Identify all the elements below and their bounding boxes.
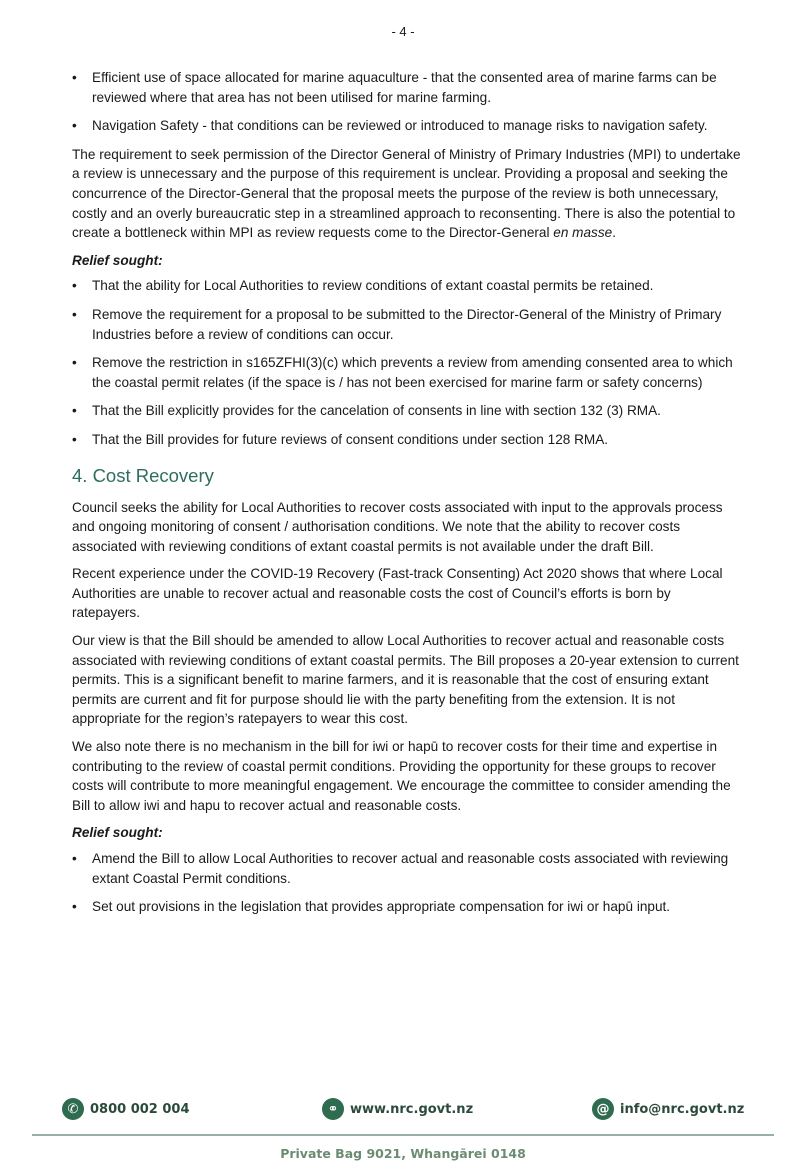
phone-icon: ✆ [62, 1098, 84, 1120]
paragraph-mpi [72, 145, 742, 243]
section-heading-cost-recovery: 4. Cost Recovery [72, 464, 214, 486]
list-item: • That the Bill explicitly provides for the cancelation of consents in line with section 132 (3) RMA. [72, 401, 742, 421]
paragraph: Recent experience under the COVID-19 Recovery (Fast-track Consenting) Act 2020 shows that where Local Authorities are unable to recover actual and reasonable costs the cost of Council’s efforts is born by ratepayers. [72, 566, 723, 621]
list-item: • Set out provisions in the legislation that provides appropriate compensation for iwi or hapū input. [72, 897, 742, 917]
footer-divider [32, 1134, 774, 1136]
paragraph: Our view is that the Bill should be amended to allow Local Authorities to recover actual and reasonable costs associated with reviewing conditions of extant coastal permits. The Bill proposes a 20-year extension to current permits. This is a significant benefit to marine farmers, and it is reasonable that the cost of ensuring extant permits are current and fit for purpose should lie with the party benefiting from the extension. It is not appropriate for the region’s ratepayers to wear this cost. [72, 633, 739, 727]
document-body [72, 68, 742, 926]
list-item: • Efficient use of space allocated for marine aquaculture - that the consented area of marine farms can be reviewed where that area has not been utilised for marine farming. [72, 68, 742, 107]
paragraph-text: The requirement to seek permission of the Director General of Ministry of Primary Industries (MPI) to undertake a review is unnecessary and the purpose of this requirement is unclear. Providing a proposal and seeking the concurrence of the Director-General that the proposal meets the purpose of the review is both unnecessary, costly and an overly bureaucratic step in a streamlined approach to reconsenting. There is also the potential to create a bottleneck within MPI as review requests come to the Director-General [72, 146, 741, 241]
page-number: - 4 - [391, 24, 415, 39]
relief-list-2 [72, 849, 742, 917]
relief-sought-label: Relief sought: [72, 252, 163, 268]
at-icon: @ [592, 1098, 614, 1120]
italic-text: en masse [553, 225, 613, 241]
list-item: • Amend the Bill to allow Local Authorities to recover actual and reasonable costs associated with reviewing extant Coastal Permit conditions. [72, 849, 742, 888]
paragraph: We also note there is no mechanism in the bill for iwi or hapū to recover costs for their time and expertise in contributing to the review of coastal permit conditions. Providing the opportunity for these groups to recover costs will contribute to more meaningful engagement. We encourage the committee to consider amending the Bill to allow iwi and hapu to recover actual and reasonable costs. [72, 739, 731, 813]
phone-text: 0800 002 004 [90, 1101, 190, 1117]
list-item: • Remove the restriction in s165ZFHI(3)(c) which prevents a review from amending consented area to which the coastal permit relates (if the space is / has not been exercised for marine farm or safety concerns) [72, 353, 742, 392]
list-item: • That the ability for Local Authorities to review conditions of extant coastal permits be retained. [72, 276, 742, 296]
link-icon: ⚭ [322, 1098, 344, 1120]
list-item: • That the Bill provides for future reviews of consent conditions under section 128 RMA. [72, 430, 742, 450]
footer-phone[interactable] [62, 1098, 190, 1120]
paragraph: Council seeks the ability for Local Authorities to recover costs associated with input to the approvals process and ongoing monitoring of consent / authorisation conditions. We note that the ability to recover costs associated with reviewing conditions of extant coastal permits is not available under the draft Bill. [72, 499, 723, 554]
footer-address: Private Bag 9021, Whangārei 0148 [280, 1146, 526, 1161]
paragraph-end: . [612, 225, 616, 241]
page-footer [0, 1092, 806, 1161]
email-text: info@nrc.govt.nz [620, 1101, 745, 1117]
list-item: • Remove the requirement for a proposal to be submitted to the Director-General of the Ministry of Primary Industries before a review of conditions can occur. [72, 305, 742, 344]
website-text: www.nrc.govt.nz [350, 1101, 474, 1117]
relief-sought-label: Relief sought: [72, 825, 163, 841]
list-item: • Navigation Safety - that conditions can be reviewed or introduced to manage risks to navigation safety. [72, 116, 742, 136]
footer-website[interactable] [322, 1098, 473, 1120]
relief-list-1 [72, 276, 742, 449]
bullet-list-top [72, 68, 742, 136]
footer-email[interactable] [592, 1098, 744, 1120]
